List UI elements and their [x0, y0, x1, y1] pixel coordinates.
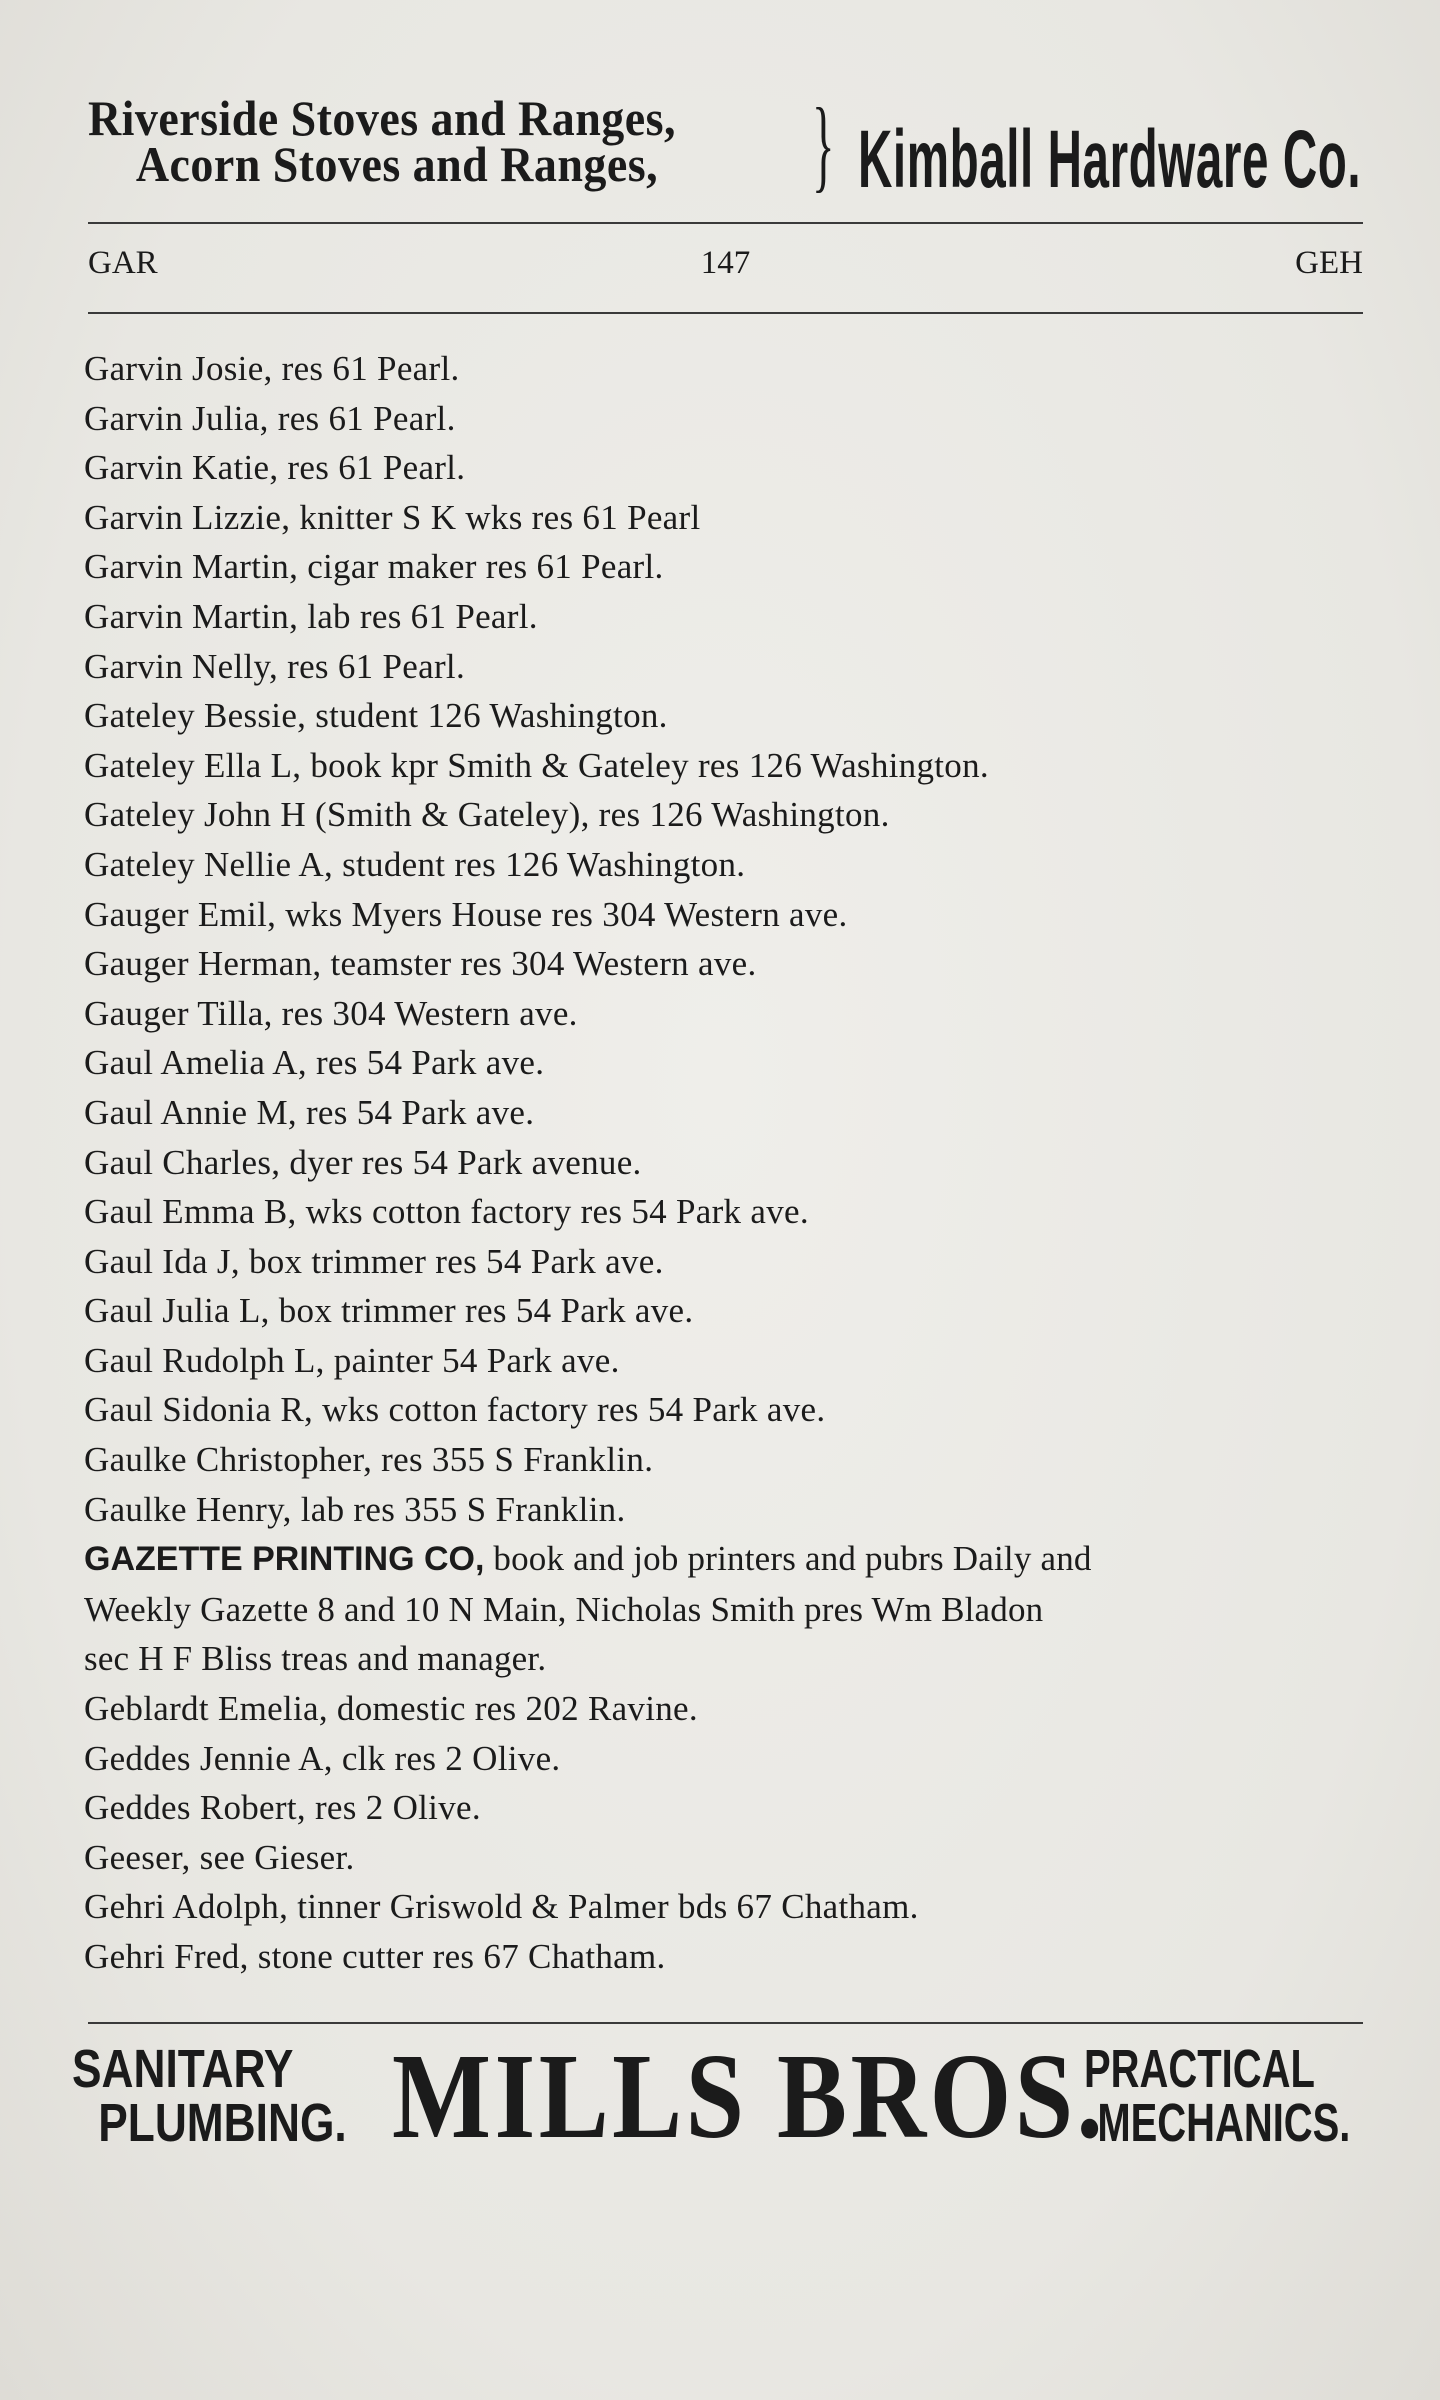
bottom-ad-left: [72, 2039, 347, 2153]
directory-entry: Geddes Robert, res 2 Olive.: [84, 1788, 481, 1828]
business-line-1: book and job printers and pubrs Daily and: [484, 1539, 1092, 1579]
header-top-rule: [88, 222, 1363, 224]
business-line-3: sec H F Bliss treas and manager.: [84, 1639, 547, 1679]
header-right-guide: GEH: [1295, 245, 1363, 281]
top-ad-brace: }: [812, 87, 835, 202]
business-listing: [84, 1534, 1432, 1684]
top-ad-line-2: Acorn Stoves and Ranges,: [135, 136, 659, 192]
business-name: GAZETTE PRINTING CO,: [84, 1540, 485, 1579]
directory-entry: Gehri Adolph, tinner Griswold & Palmer bds 67 Chatham.: [84, 1887, 919, 1927]
directory-entry: Geblardt Emelia, domestic res 202 Ravine.: [84, 1689, 698, 1729]
directory-entry: Geddes Jennie A, clk res 2 Olive.: [84, 1738, 561, 1778]
bottom-ad-left-line-1: SANITARY: [72, 2039, 294, 2099]
directory-entry: Geeser, see Gieser.: [84, 1837, 355, 1877]
directory-entry: Gaul Rudolph L, painter 54 Park ave.: [84, 1340, 620, 1380]
directory-entry: Gaul Emma B, wks cotton factory res 54 Park ave.: [84, 1192, 809, 1232]
directory-entry: Gaulke Henry, lab res 355 S Franklin.: [84, 1489, 626, 1529]
top-ad-company: Kimball Hardware Co.: [858, 114, 1362, 205]
bottom-ad-right-line-2: MECHANICS.: [1097, 2093, 1351, 2153]
header-left-guide: GAR: [88, 245, 158, 281]
directory-entry: Gaulke Christopher, res 355 S Franklin.: [84, 1440, 654, 1480]
bottom-ad-company: MILLS BROS.: [392, 2029, 1107, 2164]
directory-entry: Gaul Amelia A, res 54 Park ave.: [84, 1043, 545, 1083]
bottom-ad-right-line-1: PRACTICAL: [1084, 2039, 1315, 2099]
bottom-ad-right: [1084, 2039, 1351, 2153]
directory-entry: Garvin Martin, cigar maker res 61 Pearl.: [84, 547, 664, 587]
directory-entry: Gaul Annie M, res 54 Park ave.: [84, 1092, 535, 1132]
top-ad-products: [88, 90, 769, 192]
directory-entry: Gateley John H (Smith & Gateley), res 126 Washington.: [84, 795, 890, 835]
directory-entry: Garvin Julia, res 61 Pearl.: [84, 398, 456, 438]
directory-entry: Gateley Nellie A, student res 126 Washington.: [84, 844, 746, 884]
directory-entry: Gauger Herman, teamster res 304 Western ave.: [84, 944, 757, 984]
directory-entry: Garvin Lizzie, knitter S K wks res 61 Pearl: [84, 497, 701, 537]
directory-entry: Garvin Nelly, res 61 Pearl.: [84, 646, 466, 686]
footer-rule: [88, 2022, 1363, 2024]
business-line-2: Weekly Gazette 8 and 10 N Main, Nicholas Smith pres Wm Bladon: [84, 1589, 1044, 1629]
directory-entry: Gaul Charles, dyer res 54 Park avenue.: [84, 1142, 642, 1182]
directory-entries: [84, 344, 1374, 1982]
directory-entry: Gaul Julia L, box trimmer res 54 Park ave.: [84, 1291, 694, 1331]
directory-entry: Gateley Bessie, student 126 Washington.: [84, 696, 668, 736]
directory-entry: Gehri Fred, stone cutter res 67 Chatham.: [84, 1937, 666, 1976]
bottom-ad-left-line-2: PLUMBING.: [98, 2093, 347, 2153]
running-header: [88, 240, 1363, 290]
directory-entry: Garvin Josie, res 61 Pearl.: [84, 349, 460, 388]
directory-entry: Gauger Emil, wks Myers House res 304 Western ave.: [84, 894, 848, 934]
directory-entry: Gateley Ella L, book kpr Smith & Gateley res 126 Washington.: [84, 745, 989, 785]
page-number: 147: [700, 245, 751, 281]
directory-entry: Gaul Ida J, box trimmer res 54 Park ave.: [84, 1241, 664, 1281]
directory-entry: Garvin Martin, lab res 61 Pearl.: [84, 596, 538, 636]
directory-entry: Gaul Sidonia R, wks cotton factory res 54 Park ave.: [84, 1390, 826, 1430]
directory-entry: Garvin Katie, res 61 Pearl.: [84, 448, 466, 488]
top-advertisement: [88, 87, 1363, 205]
directory-entry: Gauger Tilla, res 304 Western ave.: [84, 993, 578, 1033]
top-ad-line-1: Riverside Stoves and Ranges,: [88, 90, 676, 146]
bottom-advertisement: [72, 2029, 1372, 2164]
header-bottom-rule: [88, 312, 1363, 314]
